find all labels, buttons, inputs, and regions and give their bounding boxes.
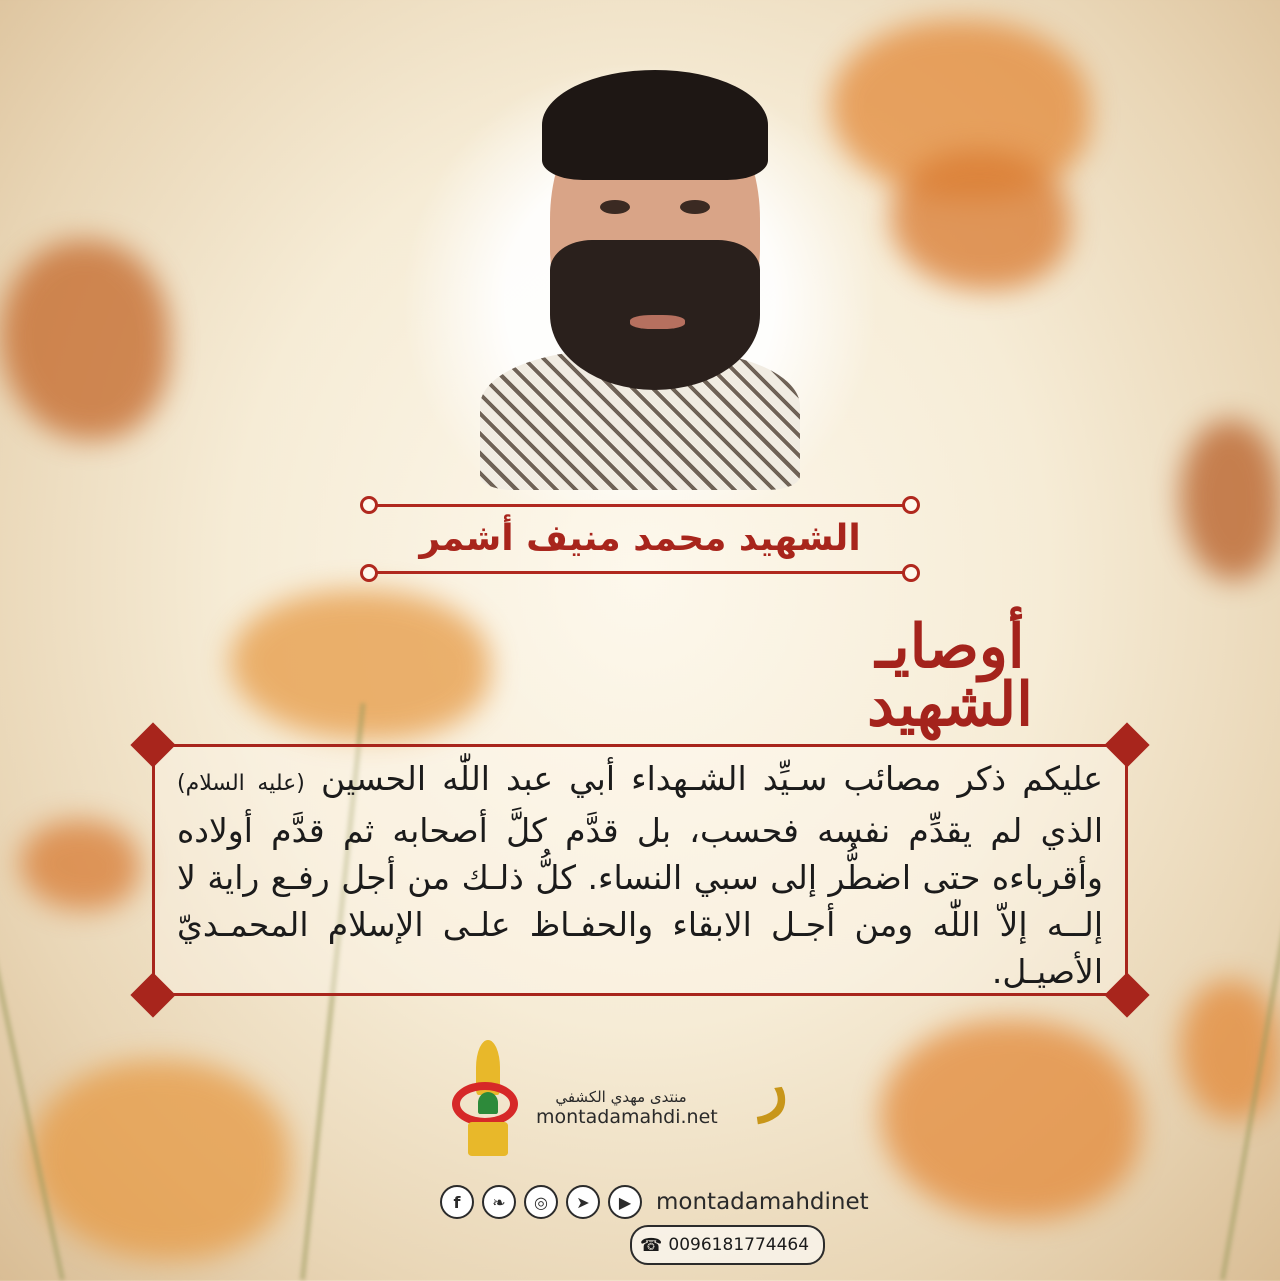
corner-diamond bbox=[1104, 722, 1149, 767]
flower-stem bbox=[1220, 571, 1280, 1281]
social-handle[interactable]: montadamahdinet bbox=[656, 1189, 869, 1215]
frame-rule bbox=[370, 571, 910, 574]
flower-decoration bbox=[880, 1020, 1140, 1220]
telegram-icon[interactable]: ➤ bbox=[566, 1185, 600, 1219]
portrait-hair bbox=[542, 70, 768, 180]
cedar-icon bbox=[478, 1092, 498, 1114]
frame-dot bbox=[902, 496, 920, 514]
youtube-icon[interactable]: ▶ bbox=[608, 1185, 642, 1219]
instagram-icon[interactable]: ◎ bbox=[524, 1185, 558, 1219]
quote-part: الذي لم يقدِّم نفسه فحسب، بل قدَّم كلَّ أصحابه ثم قدَّم أولاده وأقرباءه حتى اضطُّر إلى سبي النساء. كلُّ ذلـك من أجل رفـع راية لا إلــه إلاّ اللّٰه ومن أجـل الابقاء والحفـاظ علـى الإسلام المحمـديّ الأصيـل. bbox=[177, 811, 1103, 991]
flower-decoration bbox=[0, 240, 170, 440]
footer-logos bbox=[440, 1040, 840, 1160]
corner-diamond bbox=[130, 972, 175, 1017]
wasaya-heading bbox=[830, 612, 1070, 740]
forum-name: منتدى مهدي الكشفي bbox=[555, 1088, 687, 1106]
fleur-base bbox=[468, 1122, 508, 1156]
facebook-icon[interactable]: f bbox=[440, 1185, 474, 1219]
phone-icon: ☎ bbox=[640, 1234, 663, 1256]
testament-quote-box bbox=[152, 744, 1128, 996]
forum-website[interactable]: montadamahdi.net bbox=[536, 1106, 718, 1128]
frame-dot bbox=[360, 496, 378, 514]
testament-text bbox=[177, 755, 1103, 995]
corner-diamond bbox=[1104, 972, 1149, 1017]
flower-decoration bbox=[30, 1060, 290, 1260]
portrait-mouth bbox=[630, 315, 685, 329]
quote-honorific: (عليه السلام) bbox=[177, 771, 305, 796]
corner-diamond bbox=[130, 722, 175, 767]
phone-number: 0096181774464 bbox=[668, 1235, 810, 1255]
portrait-eye bbox=[680, 200, 710, 214]
flower-decoration bbox=[890, 150, 1070, 290]
portrait-figure bbox=[480, 70, 800, 490]
gold-calligraphy-logo bbox=[716, 1040, 826, 1170]
flower-decoration bbox=[1180, 420, 1280, 580]
logo-mark: ر bbox=[751, 1046, 791, 1123]
twitter-icon[interactable]: ❧ bbox=[482, 1185, 516, 1219]
portrait-eye bbox=[600, 200, 630, 214]
quote-part: عليكم ذكر مصائب سـيِّد الشـهداء أبي عبد اللّٰه الحسين bbox=[320, 759, 1104, 798]
phone-pill[interactable] bbox=[630, 1225, 825, 1265]
frame-dot bbox=[360, 564, 378, 582]
frame-dot bbox=[902, 564, 920, 582]
flower-decoration bbox=[20, 820, 140, 910]
martyr-portrait bbox=[400, 60, 880, 500]
social-links bbox=[440, 1184, 869, 1220]
scout-fleur-de-lis-logo bbox=[448, 1040, 528, 1160]
frame-rule bbox=[370, 504, 910, 507]
martyr-name-frame bbox=[360, 492, 920, 582]
heading-line: الشهيد bbox=[867, 670, 1033, 740]
forum-info bbox=[536, 1088, 718, 1128]
martyr-name: الشهيد محمد منيف أشمر bbox=[419, 518, 861, 559]
heading-line: أوصايـ bbox=[875, 612, 1025, 682]
